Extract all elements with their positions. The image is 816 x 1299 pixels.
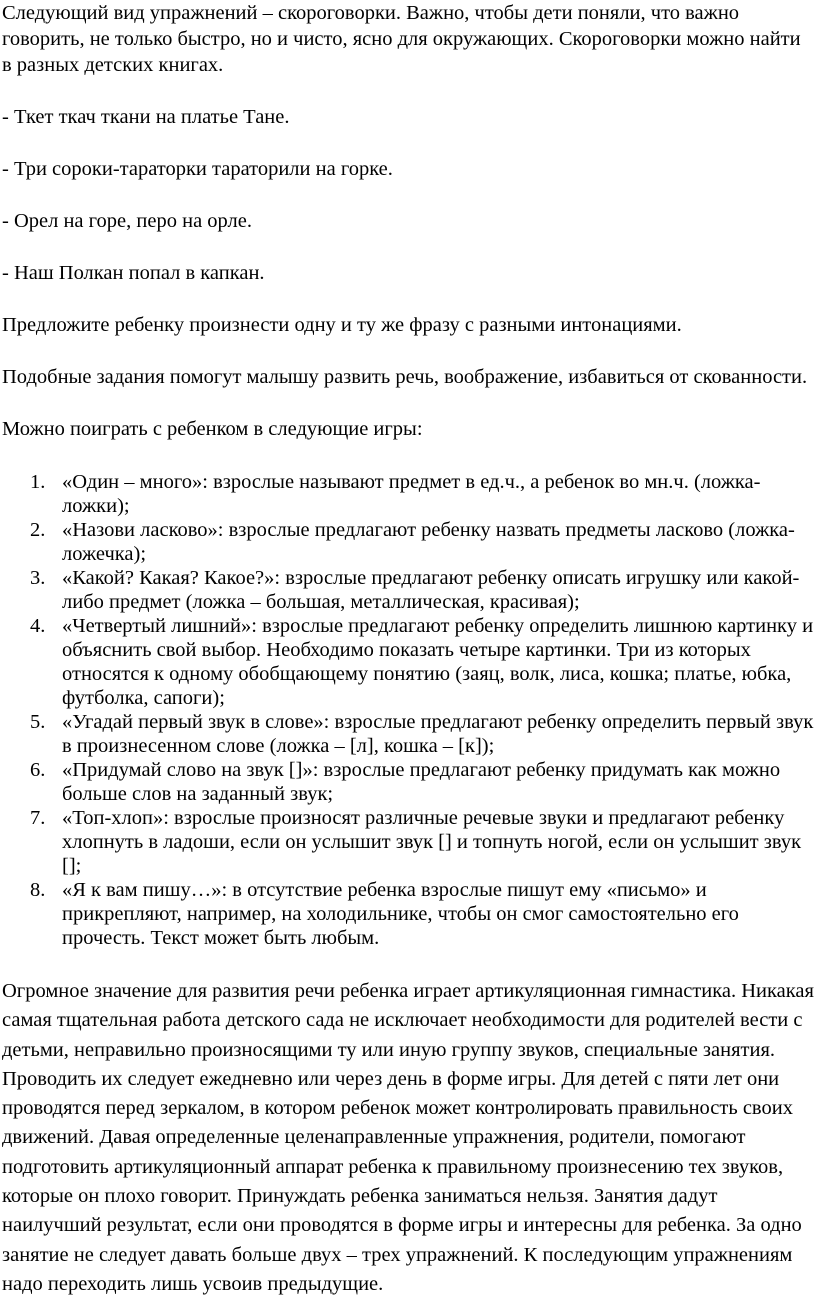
intro-paragraph: Следующий вид упражнений – скороговорки. Важно, чтобы дети поняли, что важно говорить, не только быстро, но и чисто, ясно для окружающих. Скороговорки можно найти в разных детских книгах. [2, 2, 801, 76]
list-item-number: 6. [30, 759, 46, 781]
list-item-number: 8. [30, 879, 46, 901]
list-item-number: 1. [30, 471, 46, 493]
list-item [2, 518, 814, 566]
tongue-twister: - Три сороки-тараторки тараторили на горке. [2, 158, 393, 180]
games-intro-paragraph: Можно поиграть с ребенком в следующие игры: [2, 418, 423, 440]
tongue-twister: - Ткет ткач ткани на платье Тане. [2, 106, 290, 128]
list-item-text: «Какой? Какая? Какое?»: взрослые предлагают ребенку описать игрушку или какой-либо предмет (ложка – большая, металлическая, красивая); [62, 567, 800, 613]
list-item-text: «Придумай слово на звук []»: взрослые предлагают ребенку придумать как можно больше слов на заданный звук; [62, 759, 781, 805]
tongue-twister: - Орел на горе, перо на орле. [2, 210, 252, 232]
list-item [2, 614, 814, 710]
list-item [2, 470, 814, 518]
games-list [2, 470, 814, 950]
list-item-number: 3. [30, 567, 46, 589]
list-item [2, 806, 814, 878]
document-page [2, 0, 814, 1299]
list-item [2, 566, 814, 614]
list-item-text: «Я к вам пишу…»: в отсутствие ребенка взрослые пишут ему «письмо» и прикрепляют, например, на холодильнике, чтобы он смог самостоятельно его прочесть. Текст может быть любым. [62, 879, 739, 949]
list-item-text: «Четвертый лишний»: взрослые предлагают ребенку определить лишнюю картинку и объяснить свой выбор. Необходимо показать четыре картинки. Три из которых относятся к одному обобщающему понятию (заяц, волк, лиса, кошка; платье, юбка, футболка, сапоги); [62, 615, 814, 709]
list-item-text: «Топ-хлоп»: взрослые произносят различные речевые звуки и предлагают ребенку хлопнуть в ладоши, если он услышит звук [] и топнуть ногой, если он услышит звук []; [62, 807, 802, 877]
articulation-paragraph: Огромное значение для развития речи ребенка играет артикуляционная гимнастика. Никакая самая тщательная работа детского сада не исключает необходимости для родителей вести с детьми, неправильно произносящими ту или иную группу звуков, специальные занятия. Проводить их следует ежедневно или через день в форме игры. Для детей с пяти лет они проводятся перед зеркалом, в котором ребенок может контролировать правильность своих движений. Давая определенные целенаправленные упражнения, родители, помогают подготовить артикуляционный аппарат ребенка к правильному произнесению тех звуков, которые он плохо говорит. Принуждать ребенка заниматься нельзя. Занятия дадут наилучший результат, если они проводятся в форме игры и интересны для ребенка. За одно занятие не следует давать больше двух – трех упражнений. К последующим упражнениям надо переходить лишь усвоив предыдущие. [2, 980, 814, 1295]
list-item [2, 758, 814, 806]
list-item-number: 2. [30, 519, 46, 541]
list-item [2, 710, 814, 758]
intonation-tip-paragraph: Предложите ребенку произнести одну и ту же фразу с разными интонациями. [2, 314, 682, 336]
list-item [2, 878, 814, 950]
list-item-number: 7. [30, 807, 46, 829]
list-item-text: «Один – много»: взрослые называют предмет в ед.ч., а ребенок во мн.ч. (ложка-ложки); [62, 471, 761, 517]
list-item-text: «Угадай первый звук в слове»: взрослые предлагают ребенку определить первый звук в произнесенном слове (ложка – [л], кошка – [к]); [62, 711, 814, 757]
list-item-number: 4. [30, 615, 46, 637]
benefit-paragraph: Подобные задания помогут малышу развить речь, воображение, избавиться от скованности. [2, 366, 808, 388]
list-item-text: «Назови ласково»: взрослые предлагают ребенку назвать предметы ласково (ложка-ложечка); [62, 519, 795, 565]
tongue-twister: - Наш Полкан попал в капкан. [2, 262, 265, 284]
list-item-number: 5. [30, 711, 46, 733]
